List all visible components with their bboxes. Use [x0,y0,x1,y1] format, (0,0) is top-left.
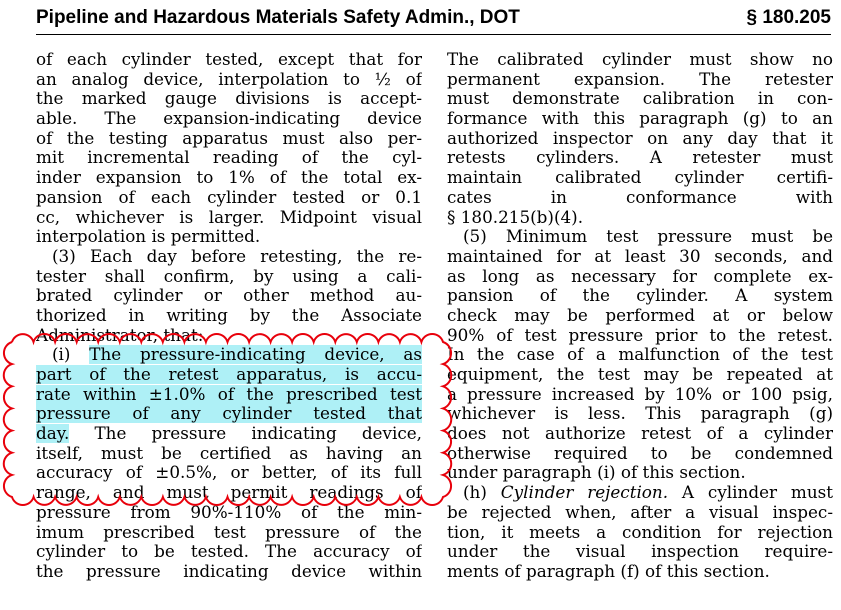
line-text: of the testing apparatus must also per- [36,128,422,148]
text-line [36,306,422,326]
section-number: § 180.205 [746,7,831,28]
text-line [447,562,833,582]
line-text: (3) Each day before retesting, the re- [52,246,422,266]
text-line [447,109,833,129]
text-line [36,50,422,70]
line-text: an analog device, interpolation to ½ of [36,69,422,89]
line-text: (h) [463,483,501,503]
text-line [36,208,422,228]
line-text: pansion of the cylinder. A system [447,286,833,306]
text-line [447,227,833,247]
line-text: § 180.215(b)(4). [447,207,584,227]
line-text: whichever is less. This paragraph (g) [447,404,833,424]
text-line [447,188,833,208]
text-line [447,483,833,503]
text-line [447,168,833,188]
text-line [447,463,833,483]
highlighted-text[interactable]: The pressure-indicating device, as [89,345,422,365]
text-line [36,404,422,424]
line-text: ments of paragraph (f) of this section. [447,561,770,581]
line-text: (i) [52,345,90,365]
line-text: under paragraph (i) of this section. [447,463,746,483]
text-line [447,148,833,168]
text-line [36,247,422,267]
text-line [447,542,833,562]
line-text: itself, must be certified as having an [36,443,422,463]
line-text: as long as necessary for complete ex- [447,266,833,286]
text-line [36,444,422,464]
line-text: maintain calibrated cylinder certifi- [447,168,833,188]
line-text: inder expansion to 1% of the total ex- [36,168,422,188]
left-text-column [36,50,422,582]
text-line [447,267,833,287]
highlighted-text[interactable]: part of the retest apparatus, is accu- [36,365,422,384]
text-line [36,188,422,208]
line-text: pansion of each cylinder tested or 0.1 [36,187,422,207]
text-line [36,267,422,287]
text-line [36,109,422,129]
line-text: the marked gauge divisions is accept- [36,89,422,109]
line-text: interpolation is permitted. [36,227,261,247]
text-line [447,70,833,90]
line-text: The pressure indicating device, [69,424,422,444]
line-text: under the visual inspection require- [447,542,833,562]
line-text: equipment, the test may be repeated at [447,365,833,384]
line-text: retests cylinders. A retester must [447,148,833,168]
text-line [36,542,422,562]
text-line [447,326,833,346]
text-line [36,503,422,523]
line-text: The calibrated cylinder must show no [447,50,833,69]
line-text: tion, it meets a condition for rejection [447,522,833,542]
text-line [447,365,833,385]
right-text-column [447,50,833,582]
text-line [447,523,833,543]
line-text: mit incremental reading of the cyl- [36,148,422,168]
line-text: formance with this paragraph (g) to an [447,109,833,129]
text-line [36,523,422,543]
text-line [36,286,422,306]
text-line [447,444,833,464]
line-text: thorized in writing by the Associate [36,305,422,325]
line-text: be rejected when, after a visual inspec- [447,502,833,522]
paragraph-heading: Cylinder rejection. [500,483,669,503]
line-text: Administrator, that: [36,325,204,345]
line-text: permanent expansion. The retester [447,69,833,89]
line-text: range, and must permit readings of [36,483,422,503]
text-line [447,247,833,267]
text-line [36,326,422,346]
line-text: In the case of a malfunction of the test [447,345,833,365]
line-text: brated cylinder or other method au- [36,286,422,306]
line-text: a pressure increased by 10% or 100 psig, [447,384,833,404]
header-rule [36,34,831,35]
text-line [447,286,833,306]
line-text: the pressure indicating device within [36,561,422,581]
text-line [447,404,833,424]
line-text: cylinder to be tested. The accuracy of [36,542,422,562]
text-line [36,168,422,188]
text-line [36,227,422,247]
line-text: (5) Minimum test pressure must be [463,227,833,247]
line-text: check may be performed at or below [447,305,833,325]
text-line [447,503,833,523]
line-text: does not authorize retest of a cylinder [447,424,833,444]
text-line [36,562,422,582]
line-text: otherwise required to be condemned [447,443,833,463]
line-text: cc, whichever is larger. Midpoint visual [36,207,422,227]
text-line [447,306,833,326]
text-line [36,365,422,385]
line-text: 90% of test pressure prior to the retest. [447,325,833,345]
line-text: imum prescribed test pressure of the [36,522,422,542]
text-line [36,483,422,503]
running-head-title: Pipeline and Hazardous Materials Safety Admin., DOT [36,7,520,28]
line-text: accuracy of ±0.5%, or better, of its full [36,463,422,483]
text-line [36,70,422,90]
line-text: A cylinder must [668,483,833,503]
page-header [0,0,841,36]
text-line [447,129,833,149]
text-line [36,424,422,444]
text-line [36,463,422,483]
line-text: must demonstrate calibration in con- [447,89,833,109]
line-text: maintained for at least 30 seconds, and [447,246,833,266]
text-line [447,208,833,228]
text-line [36,89,422,109]
text-line [36,148,422,168]
line-text: cates in conformance with [447,187,833,207]
text-line [447,345,833,365]
highlighted-text[interactable]: pressure of any cylinder tested that [36,404,422,424]
text-line [447,424,833,444]
highlighted-text[interactable]: day. [36,424,70,444]
text-line [447,50,833,70]
line-text: authorized inspector on any day that it [447,128,833,148]
text-line [447,89,833,109]
line-text: of each cylinder tested, except that for [36,50,422,69]
line-text: able. The expansion-indicating device [36,109,422,129]
text-line [36,129,422,149]
line-text: tester shall confirm, by using a cali- [36,266,422,286]
text-line [447,385,833,405]
highlighted-text[interactable]: rate within ±1.0% of the prescribed test [36,384,422,404]
line-text: pressure from 90%-110% of the min- [36,502,422,522]
text-line [36,385,422,405]
text-line [36,345,422,365]
